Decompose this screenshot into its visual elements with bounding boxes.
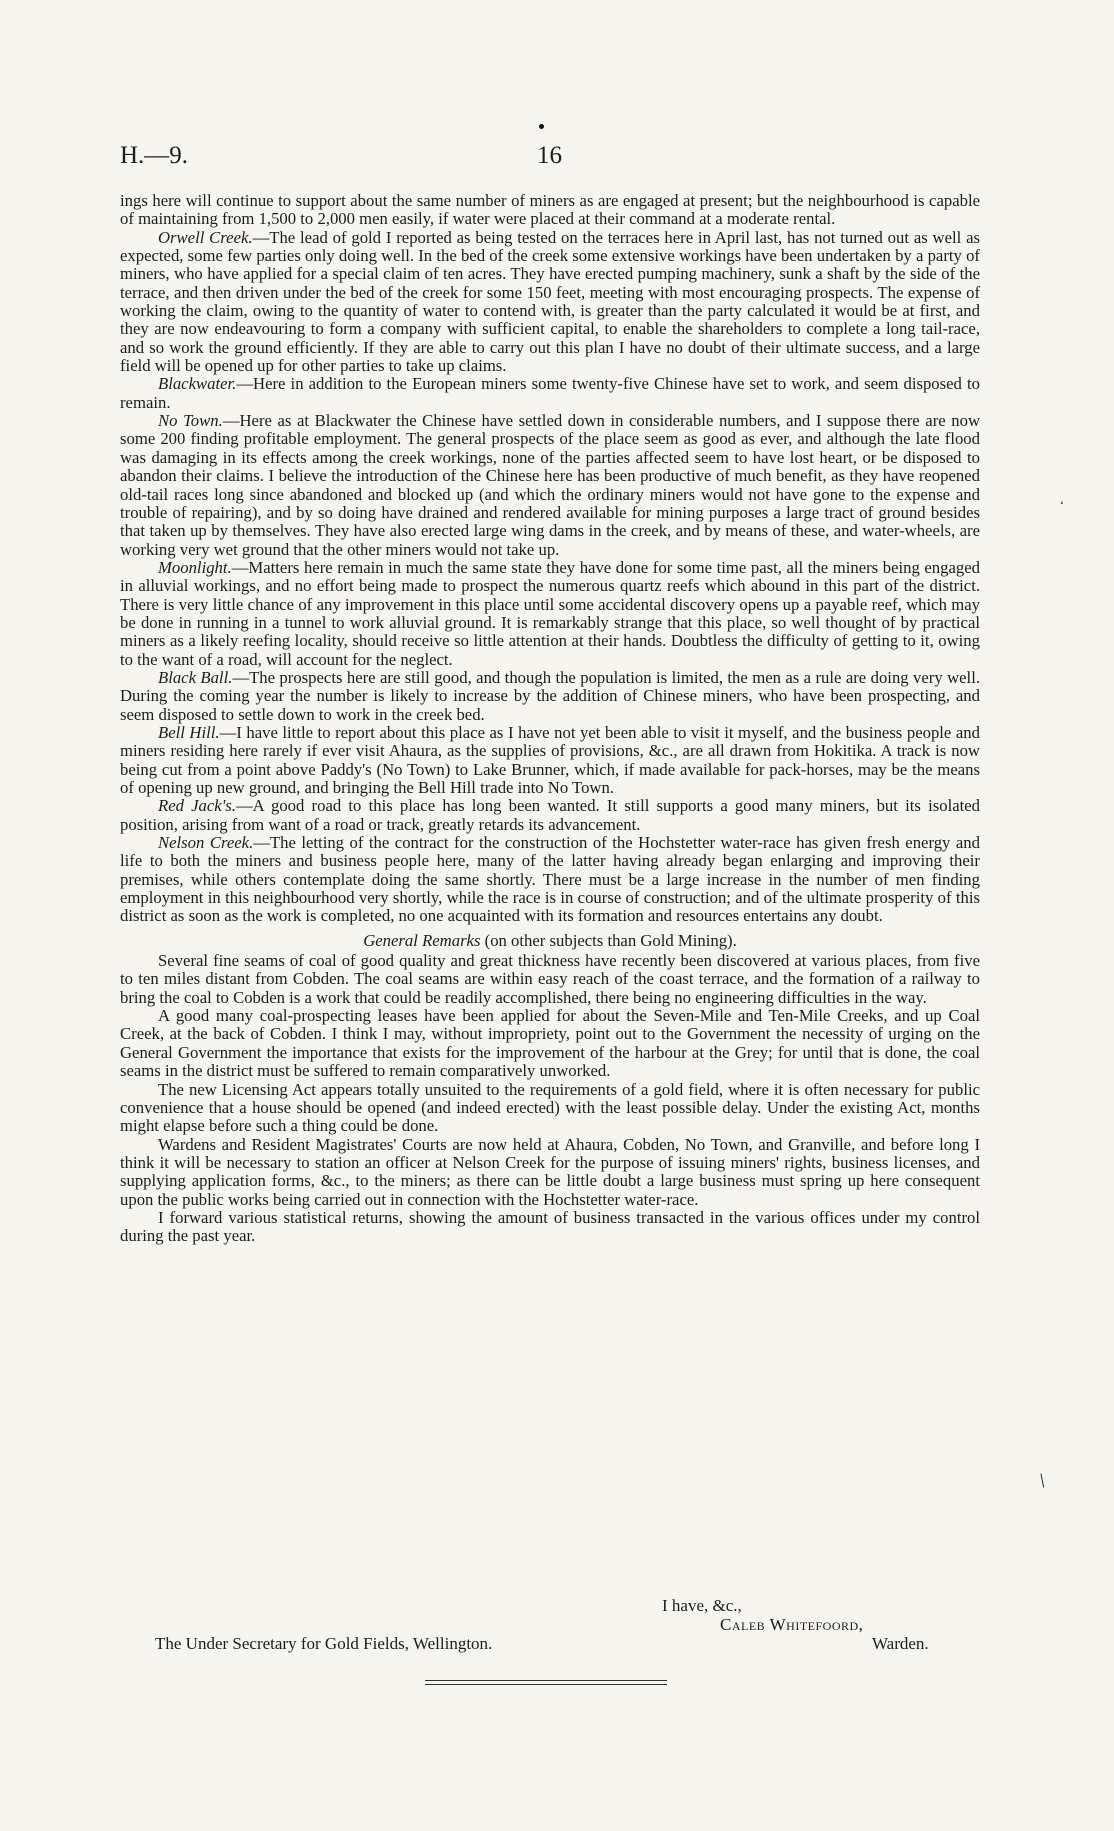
text-run: —I have little to report about this place as I have not yet been able to visit it myself, and the business people and miners residing here rarely if ever visit Ahaura, as the supplies of provisions, &c., are all drawn from Hokitika. A track is now being cut from a point above Paddy's (No Town) to Lake Brunner, which, if made available for pack-horses, may be the means of opening up new ground, and bringing the Bell Hill trade into No Town. <box>120 722 980 797</box>
paragraph <box>120 559 980 669</box>
document-reference: H.—9. <box>120 142 189 169</box>
text-run: The new Licensing Act appears totally unsuited to the requirements of a gold field, where it is often necessary for public convenience that a house should be opened (and indeed erected) with the least possible delay. Under the existing Act, months might elapse before such a thing could be done. <box>120 1079 980 1136</box>
italic-run: Moonlight. <box>158 557 232 577</box>
italic-run: Orwell Creek. <box>158 227 253 247</box>
text-run: —Matters here remain in much the same state they have done for some time past, all the miners being engaged in alluvial workings, and no effort being made to prospect the numerous quartz reefs which abound in this part of the district. There is very little chance of any improvement in this place until some accidental discovery opens up a payable reef, which may be done in running in a tunnel to work alluvial ground. It is remarkably strange that this place, so well thought of by practical miners as a likely reefing locality, should receive so little attention at their hands. Doubtless the difficulty of getting to it, owing to the want of a road, will account for the neglect. <box>120 557 980 669</box>
signature-name: Caleb Whitefoord, <box>720 1615 864 1634</box>
paragraph <box>120 834 980 926</box>
italic-run: Red Jack's. <box>158 796 236 816</box>
closing-block <box>0 1596 1114 1666</box>
end-rule-top <box>425 1680 667 1681</box>
paragraph <box>120 1081 980 1136</box>
paragraph <box>120 1136 980 1209</box>
paragraph <box>120 797 980 834</box>
printer-dot <box>539 124 544 129</box>
text-run: I forward various statistical returns, showing the amount of business transacted in the various offices under my control during the past year. <box>120 1207 980 1246</box>
margin-pen-mark: / <box>1034 1470 1051 1492</box>
paragraph <box>120 192 980 229</box>
text-run: —The lead of gold I reported as being tested on the terraces here in April last, has not turned out as well as expected, some few parties only doing well. In the bed of the creek some extensive workings have been undertaken by a party of miners, who have applied for a special claim of ten acres. They have erected pumping machinery, sunk a shaft by the side of the terrace, and then driven under the bed of the creek for some 150 feet, meeting with most encouraging prospects. The expense of working the claim, owing to the quantity of water to contend with, is greater than the party calculated it would be at first, and they are now endeavouring to form a company with sufficient capital, to enable the shareholders to complete a long tail-race, and so work the ground efficiently. If they are able to carry out this plan I have no doubt of their ultimate success, and a large field will be opened up for other parties to take up claims. <box>120 227 980 376</box>
paragraph <box>120 412 980 559</box>
text-run: A good many coal-prospecting leases have been applied for about the Seven-Mile and Ten-Mile Creeks, and up Coal Creek, at the back of Cobden. I think I may, without impropriety, point out to the Government the necessity of urging on the General Government the importance that exists for the improvement of the harbour at the Grey; for until that is done, the coal seams in the district must be suffered to remain comparatively unworked. <box>120 1006 980 1081</box>
paragraph <box>120 375 980 412</box>
italic-run: Nelson Creek. <box>158 833 254 853</box>
text-run: —A good road to this place has long been wanted. It still supports a good many miners, but its isolated position, arising from want of a road or track, greatly retards its advancement. <box>120 796 980 834</box>
margin-mark: ‘ <box>1060 498 1064 512</box>
text-run: Wardens and Resident Magistrates' Courts are now held at Ahaura, Cobden, No Town, and Granville, and before long I think it will be necessary to station an officer at Nelson Creek for the purpose of issuing miners' rights, business licenses, and supplying application forms, &c., to the miners; as there can be little doubt a large business must spring up here consequent upon the public works being carried out in connection with the Hochstetter water-race. <box>120 1134 980 1209</box>
text-run: (on other subjects than Gold Mining). <box>480 930 737 950</box>
addressee: The Under Secretary for Gold Fields, Wellington. <box>155 1634 493 1653</box>
italic-run: Bell Hill. <box>158 722 220 742</box>
italic-run: General Remarks <box>363 930 481 950</box>
paragraph <box>120 724 980 797</box>
text-run: —Here in addition to the European miners some twenty-five Chinese have set to work, and seem disposed to remain. <box>120 374 980 412</box>
text-run: —The prospects here are still good, and though the population is limited, the men as a rule are doing very well. During the coming year the number is likely to increase by the addition of Chinese miners, who have been prospecting, and seem disposed to settle down to work in the creek bed. <box>120 667 981 724</box>
salutation: I have, &c., <box>662 1596 742 1615</box>
section-heading <box>120 932 980 950</box>
paragraph <box>120 669 980 724</box>
paragraph <box>120 1209 980 1246</box>
paragraph <box>120 1007 980 1080</box>
end-rule-bottom <box>425 1684 667 1685</box>
italic-run: No Town. <box>158 411 223 431</box>
paragraph <box>120 229 980 376</box>
text-run: ings here will continue to support about the same number of miners as are engaged at present; but the neighbourhood is capable of maintaining from 1,500 to 2,000 men easily, if water were placed at their command at a moderate rental. <box>120 191 980 229</box>
italic-run: Black Ball. <box>158 667 233 687</box>
text-run: —The letting of the contract for the construction of the Hochstetter water-race has given fresh energy and life to both the miners and business people here, many of the latter having already began enlarging and improving their premises, while others contemplate doing the same shortly. There must be a large increase in the number of men finding employment in this neighbourhood very shortly, while the race is in course of construction; and of the ultimate prosperity of this district as soon as the work is completed, no one acquainted with its formation and resources entertains any doubt. <box>120 833 980 926</box>
report-body <box>120 192 980 1246</box>
italic-run: Blackwater. <box>158 374 237 394</box>
signer-title: Warden. <box>872 1634 929 1653</box>
page-number: 16 <box>537 142 562 169</box>
text-run: Several fine seams of coal of good quality and great thickness have recently been discovered at various places, from five to ten miles distant from Cobden. The coal seams are within easy reach of the coast terrace, and the formation of a railway to bring the coal to Cobden is a work that could be readily accomplished, there being no engineering difficulties in the way. <box>120 951 980 1007</box>
paragraph <box>120 952 980 1007</box>
text-run: —Here as at Blackwater the Chinese have settled down in considerable numbers, and I suppose there are now some 200 finding profitable employment. The general prospects of the place seem as good as ever, and although the late flood was damaging in its effects among the creek workings, none of the parties affected seem to have lost heart, or be disposed to abandon their claims. I believe the introduction of the Chinese here has been productive of much benefit, as they have reopened old-tail races long since abandoned and blocked up (and which the ordinary miners would not have gone to the expense and trouble of repairing), and by so doing have drained and rendered available for mining purposes a large tract of ground besides that taken up by themselves. They have also erected large wing dams in the creek, and by means of these, and water-wheels, are working very wet ground that the other miners would not take up. <box>120 411 981 559</box>
